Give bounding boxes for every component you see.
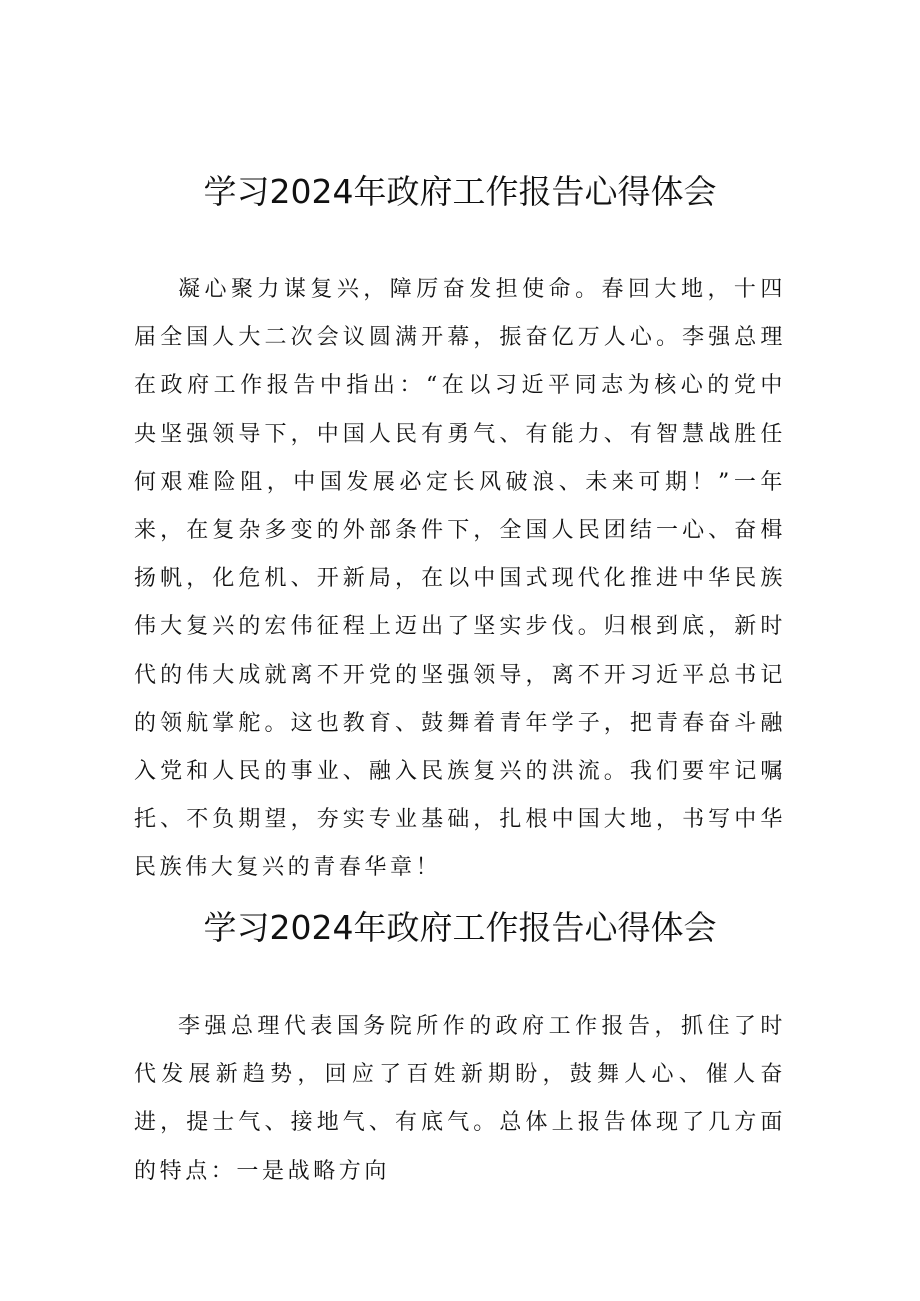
section-1-title: 学习2024年政府工作报告心得体会 xyxy=(203,172,717,211)
section-2-paragraph: 李强总理代表国务院所作的政府工作报告，抓住了时代发展新趋势，回应了百姓新期盼，鼓舞人心、催人奋进，提士气、接地气、有底气。总体上报告体现了几方面的特点：一是战略方向 xyxy=(134,1014,786,1184)
section-2-title: 学习2024年政府工作报告心得体会 xyxy=(203,908,717,947)
section-1-paragraph: 凝心聚力谋复兴，障厉奋发担使命。春回大地，十四届全国人大二次会议圆满开幕，振奋亿万人心。李强总理在政府工作报告中指出：“在以习近平同志为核心的党中央坚强领导下，中国人民有勇气、有能力、有智慧战胜任何艰难险阻，中国发展必定长风破浪、未来可期！”一年来，在复杂多变的外部条件下，全国人民团结一心、奋楫扬帆，化危机、开新局，在以中国式现代化推进中华民族伟大复兴的宏伟征程上迈出了坚实步伐。归根到底，新时代的伟大成就离不开党的坚强领导，离不开习近平总书记的领航掌舵。这也教育、鼓舞着青年学子，把青春奋斗融入党和人民的事业、融入民族复兴的洪流。我们要牢记嘱托、不负期望，夯实专业基础，扎根中国大地，书写中华民族伟大复兴的青春华章！ xyxy=(134,277,786,881)
